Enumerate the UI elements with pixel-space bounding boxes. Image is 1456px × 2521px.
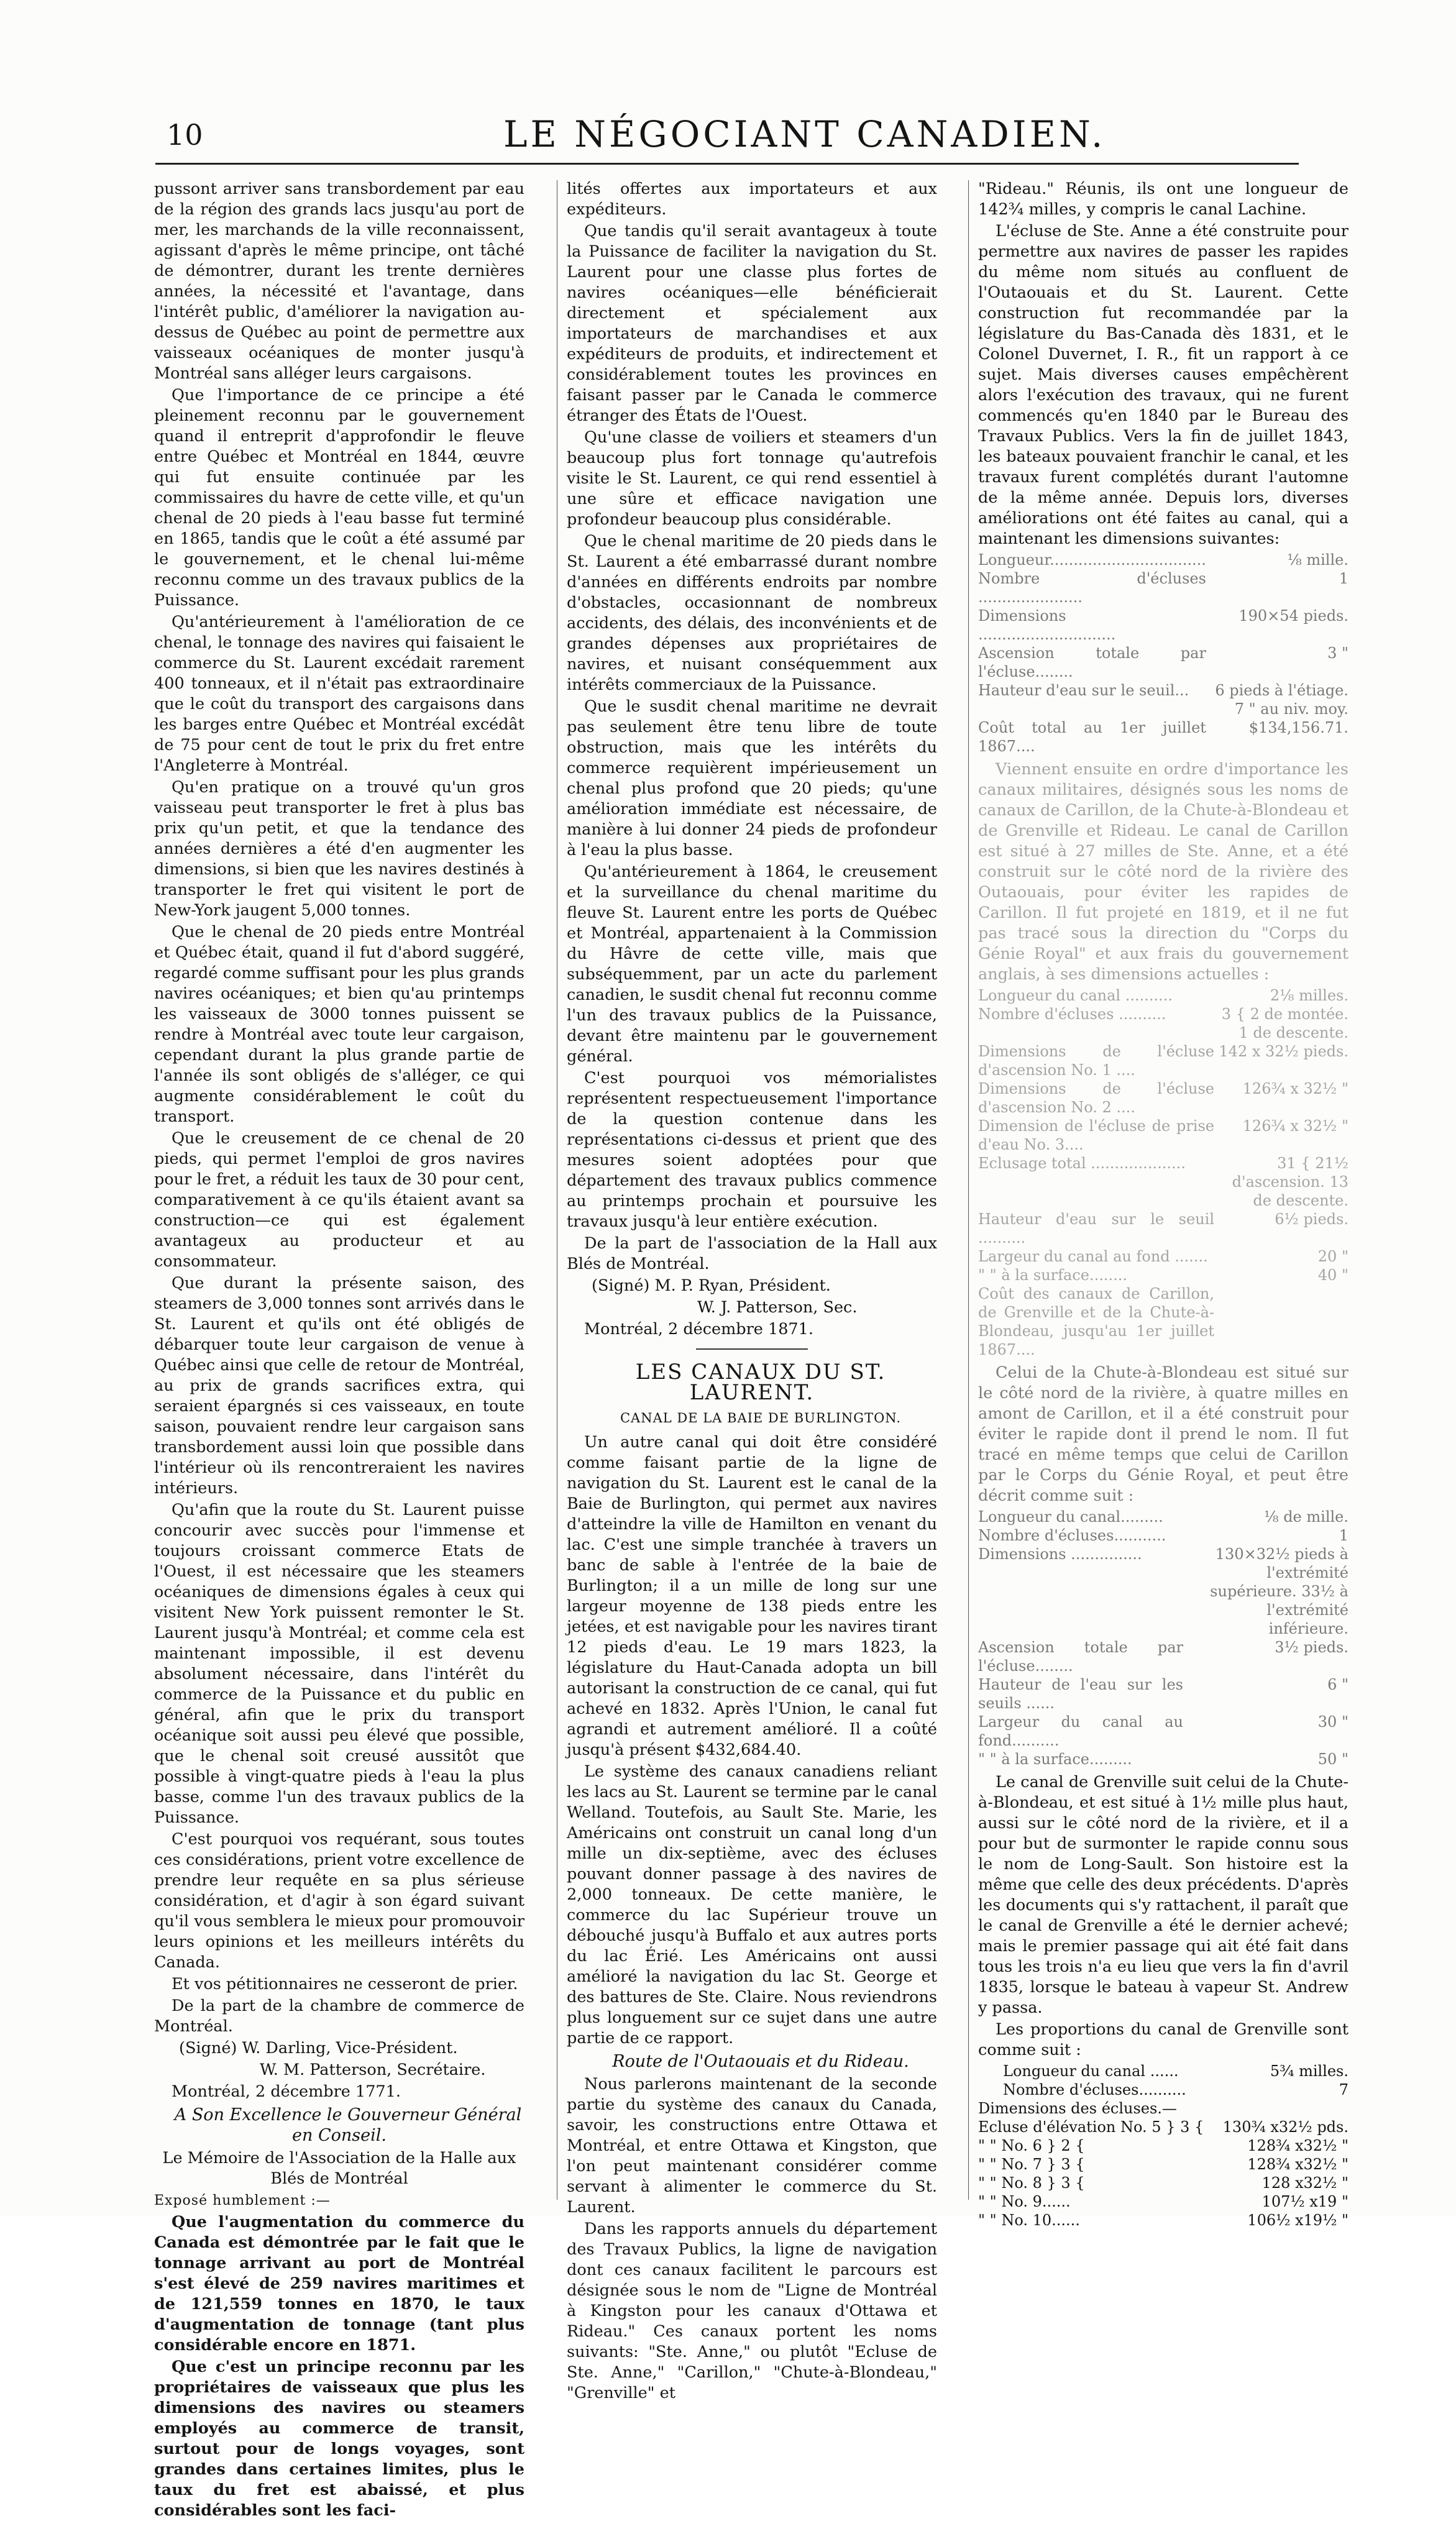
paragraph: Viennent ensuite en ordre d'importance les canaux militaires, désignés sous les noms de canaux de Carillon, de la Chute-à-Blondeau et de Grenville et Rideau. Le canal de Carillon est situé à 27 milles de Ste. Anne, et a été construit sur le côté nord de la rivière des Outaouais, pour éviter les rapides de Carillon. Il fut projeté en 1819, et il ne fut pas tracé sous la direction du "Corps du Génie Royal" et aux frais du gouvernement anglais, à ses dimensions actuelles : [978, 760, 1348, 984]
spec-label: " " No. 8 } 3 { [978, 2174, 1085, 2192]
table-row [978, 1042, 1348, 1079]
memorial-heading: Le Mémoire de l'Association de la Halle aux Blés de Montréal [162, 2149, 516, 2188]
section-divider [696, 1348, 808, 1350]
table-row [978, 1117, 1348, 1154]
spec-label: Dimension de l'écluse de prise d'eau No. 3.... [978, 1117, 1214, 1153]
paragraph: Que l'augmentation du commerce du Canada est démontrée par le fait que le tonnage arrivant au port de Montréal s'est élevé de 259 navires maritimes et de 121,559 tonnes en 1870, le taux d'augmentation de tonnage (tant plus considérable encore en 1871. [154, 2213, 524, 2354]
paragraph: Et vos pétitionnaires ne cesseront de prier. [172, 1975, 518, 1993]
column-1 [154, 179, 524, 2520]
spec-table-ste-anne [978, 551, 1348, 756]
table-row [978, 2062, 1348, 2080]
paragraph: Que le susdit chenal maritime ne devrait pas seulement être tenu libre de toute obstruction, mais que les intérêts du commerce requièrent impérieusement un chenal plus profond que 20 pieds; qu'une amélioration immédiate est nécessaire, de manière à lui donner 24 pieds de profondeur à l'eau la plus basse. [567, 697, 937, 859]
spec-value: 40 " [1317, 1266, 1348, 1284]
table-row [978, 1713, 1348, 1750]
spec-label: Ascension totale par l'écluse........ [978, 644, 1206, 680]
spec-value [1214, 1284, 1348, 1359]
spec-label: Ecluse d'élévation No. 5 } 3 { [978, 2118, 1204, 2136]
table-row [978, 2136, 1348, 2155]
spec-value: 50 " [1317, 1750, 1348, 1768]
spec-label: Coût des canaux de Carillon, de Grenville et de la Chute-à-Blondeau, jusqu'au 1er juillet 1867.... [978, 1285, 1214, 1358]
spec-value: 31 { 21½ d'ascension. 13 de descente. [1232, 1155, 1348, 1209]
route-heading: Route de l'Outaouais et du Rideau. [612, 2052, 909, 2071]
spec-label: Ascension totale par l'écluse........ [978, 1639, 1183, 1675]
spec-value: 3 " [1327, 644, 1348, 662]
masthead-rule [155, 163, 1299, 165]
address-heading: A Son Excellence le Gouverneur Général en Conseil. [174, 2105, 522, 2145]
expose-label: Exposé humblement :— [154, 2193, 331, 2208]
table-row [978, 1079, 1348, 1117]
signature-line: W. M. Patterson, Secrétaire. [260, 2061, 486, 2079]
table-row [978, 1210, 1348, 1247]
paragraph: Nous parlerons maintenant de la seconde partie du système des canaux du Canada, savoir, les constructions entre Ottawa et Montréal, et entre Ottawa et Kingston, que l'on peut maintenant considérer comme servant à alimenter le commerce du St. Laurent. [567, 2075, 937, 2217]
spec-label: Nombre d'écluses ...................... [978, 570, 1206, 606]
table-row [978, 644, 1348, 681]
table-row [978, 1675, 1348, 1713]
spec-value: 107½ x19 " [1261, 2193, 1348, 2210]
table-row [978, 1284, 1348, 1359]
spec-label: " " à la surface........ [978, 1266, 1127, 1284]
spec-value: 106½ x19½ " [1247, 2212, 1348, 2229]
spec-label: Largeur du canal au fond ....... [978, 1248, 1208, 1265]
spec-value: 6 " [1327, 1676, 1348, 1693]
paragraph: Celui de la Chute-à-Blondeau est situé sur le côté nord de la rivière, à quatre milles en amont de Carillon, et il a été construit pour éviter le rapide dont il prend le nom. Il fut tracé en même temps que celui de Carillon par le Corps du Génie Royal, et peut être décrit comme suit : [978, 1363, 1348, 1505]
spec-value: 142 x 32½ pieds. [1219, 1043, 1348, 1060]
spec-label: Nombre d'écluses........... [978, 1527, 1166, 1544]
signature-line: W. J. Patterson, Sec. [697, 1298, 858, 1317]
table-row [978, 1545, 1348, 1638]
table-row [978, 1247, 1348, 1266]
paragraph: Que le chenal maritime de 20 pieds dans le St. Laurent a été embarrassé durant nombre d'années en différents endroits par nombre d'obstacles, occasionnant de nombreux accidents, des délais, des inconvénients et de grandes dépenses aux propriétaires de navires, et nuisant conséquemment aux intérêts commerciaux de la Puissance. [567, 532, 937, 694]
signature-line: (Signé) W. Darling, Vice-Président. [179, 2039, 458, 2057]
spec-label: " " No. 6 } 2 { [978, 2137, 1085, 2154]
table-row [978, 1266, 1348, 1284]
paragraph: Qu'afin que la route du St. Laurent puisse concourir avec succès pour l'immense et toujours croissant commerce Etats de l'Ouest, il est nécessaire que les steamers océaniques de dimensions égales à ceux qui visitent New York puissent remonter le St. Laurent jusqu'à Montréal; et comme cela est maintenant impossible, il est devenu absolument nécessaire, dans l'intérêt du commerce de la Puissance et du public en général, afin que le prix du transport océanique soit aussi peu élevé que possible, que le chenal soit creusé aussitôt que possible à vingt-quatre pieds à l'eau la plus basse, comme l'un des travaux publics de la Puissance. [154, 1501, 524, 1827]
section-title: LES CANAUX DU ST. LAURENT. [635, 1360, 886, 1405]
table-row [978, 681, 1348, 718]
paragraph: Dans les rapports annuels du département des Travaux Publics, la ligne de navigation dont ces canaux facilitent le parcours est désignée sous le nom de "Ligne de Montréal à Kingston pour les canaux d'Ottawa et Rideau." Ces canaux portent les noms suivants: "Ste. Anne," ou plutôt "Ecluse de Ste. Anne," "Carillon," "Chute-à-Blondeau," "Grenville" et [567, 2220, 937, 2402]
table-row [978, 1526, 1348, 1545]
paragraph: Les proportions du canal de Grenville sont comme suit : [978, 2020, 1348, 2059]
paragraph: De la part de la chambre de commerce de Montréal. [154, 1997, 524, 2036]
paragraph: Le canal de Grenville suit celui de la Chute-à-Blondeau, et est situé à 1½ mille plus haut, aussi sur le côté nord de la rivière, et il a pour but de surmonter le rapide connu sous le nom de Long-Sault. Son histoire est la même que celle des deux précédents. D'après les documents qui s'y rattachent, il paraît que le canal de Grenville a été le dernier achevé; mais le premier passage qui ait été fait dans tous les trois n'a eu lieu que vers la fin d'avril 1835, lorsque le bateau à vapeur St. Andrew y passa. [978, 1773, 1348, 2017]
paragraph: pussont arriver sans transbordement par eau de la région des grands lacs jusqu'au port de mer, les marchands de la ville reconnaissent, agissant d'après le même principe, ont tâché de démontrer, durant les trente dernières années, la nécessité et l'avantage, dans l'intérêt public, d'améliorer la navigation au-dessus de Québec au point de permettre aux vaisseaux océaniques de monter jusqu'à Montréal sans alléger leurs cargaisons. [154, 180, 524, 383]
spec-value: 7 [1339, 2081, 1348, 2098]
spec-label: Hauteur de l'eau sur les seuils ...... [978, 1676, 1183, 1712]
paragraph: C'est pourquoi vos requérant, sous toutes ces considérations, prient votre excellence de prendre leur requête en sa plus sérieuse considération, et d'agir à son égard suivant qu'il vous semblera le mieux pour promouvoir leurs opinions et les meilleurs intérêts du Canada. [154, 1830, 524, 1972]
table-row [978, 2192, 1348, 2211]
spec-value: 126¾ x 32½ " [1242, 1080, 1348, 1097]
newspaper-title: LE NÉGOCIANT CANADIEN. [503, 113, 1106, 155]
spec-value: 6½ pieds. [1275, 1210, 1348, 1228]
spec-subheading: Dimensions des écluses.— [978, 2100, 1177, 2117]
spec-label: Hauteur d'eau sur le seuil... [978, 682, 1189, 699]
spec-table-grenville [978, 2062, 1348, 2230]
paragraph: "Rideau." Réunis, ils ont une longueur de 142¾ milles, y compris le canal Lachine. [978, 180, 1348, 219]
paragraph: Que le creusement de ce chenal de 20 pieds, qui permet l'emploi de gros navires pour le fret, a réduit les taux de 30 pour cent, comparativement à ce qu'ils étaient avant sa construction—ce qui est également avantageux au producteur et au consommateur. [154, 1129, 524, 1271]
table-row [978, 2080, 1348, 2099]
table-row [978, 718, 1348, 756]
spec-value: 20 " [1317, 1248, 1348, 1265]
spec-value: 128 x32½ " [1261, 2174, 1348, 2192]
spec-label: " " No. 10...... [978, 2212, 1080, 2229]
spec-label: Hauteur d'eau sur le seuil .......... [978, 1210, 1214, 1247]
paragraph: Que le chenal de 20 pieds entre Montréal et Québec était, quand il fut d'abord suggéré, regardé comme suffisant pour les plus grands navires océaniques; et bien qu'au printemps les vaisseaux de 3000 tonnes puissent se rendre à Montréal avec toute leur cargaison, cependant durant la plus grande partie de l'année ils sont obligés de s'alléger, ce qui augmente considérablement le coût du transport. [154, 923, 524, 1126]
dateline: Montréal, 2 décembre 1771. [172, 2082, 401, 2101]
spec-value: 6 pieds à l'étiage. 7 " au niv. moy. [1215, 682, 1348, 718]
column-3 [978, 179, 1348, 2229]
spec-value: ⅛ mille. [1287, 551, 1348, 569]
paragraph: De la part de l'association de la Hall aux Blés de Montréal. [567, 1234, 937, 1273]
spec-value: 1 [1339, 570, 1348, 587]
table-row [978, 1154, 1348, 1210]
table-row [978, 1638, 1348, 1675]
spec-value: 3½ pieds. [1275, 1639, 1348, 1656]
paragraph: Qu'antérieurement à l'amélioration de ce chenal, le tonnage des navires qui faisaient le commerce du St. Laurent excédait rarement 400 tonneaux, et il n'était pas extraordinaire que le coût du transport des cargaisons dans les barges entre Québec et Montréal excédât de 75 pour cent de tout le prix du fret entre l'Angleterre à Montréal. [154, 613, 524, 775]
masthead [155, 106, 1330, 162]
spec-label: Largeur du canal au fond.......... [978, 1713, 1183, 1749]
table-row [978, 2099, 1348, 2118]
table-row [978, 2211, 1348, 2230]
table-row [978, 1750, 1348, 1768]
signature-line: (Signé) M. P. Ryan, Président. [592, 1276, 831, 1295]
table-row [978, 2155, 1348, 2174]
table-row [978, 551, 1348, 569]
spec-label: Coût total au 1er juillet 1867.... [978, 719, 1206, 755]
column-divider [968, 180, 969, 2200]
spec-label: " " No. 9...... [978, 2193, 1071, 2210]
spec-value: 5¾ milles. [1270, 2062, 1348, 2080]
spec-value: ⅛ de mille. [1264, 1508, 1348, 1526]
spec-value: $134,156.71. [1248, 719, 1348, 736]
spec-value: 126¾ x 32½ " [1242, 1117, 1348, 1135]
spec-table-chute-a-blondeau [978, 1508, 1348, 1768]
subsection-title: CANAL DE LA BAIE DE BURLINGTON. [620, 1411, 902, 1425]
spec-value: 30 " [1317, 1713, 1348, 1731]
spec-value: 130¾ x32½ pds. [1222, 2118, 1348, 2136]
spec-value: 1 [1339, 1527, 1348, 1544]
table-row [978, 1005, 1348, 1042]
spec-label: Longueur................................. [978, 551, 1206, 569]
dateline: Montréal, 2 décembre 1871. [584, 1320, 813, 1338]
page-number: 10 [167, 118, 203, 152]
spec-label: Longueur du canal .......... [978, 987, 1173, 1004]
spec-label: Dimensions ............... [978, 1545, 1142, 1563]
spec-label: " " à la surface......... [978, 1750, 1132, 1768]
table-row [978, 569, 1348, 606]
paragraph: Un autre canal qui doit être considéré comme faisant partie de la ligne de navigation du St. Laurent est le canal de la Baie de Burlington, qui permet aux navires d'atteindre la ville de Hamilton en venant du lac. C'est une simple tranchée à travers un banc de sable à l'entrée de la baie de Burlington; il a un mille de long sur une largeur moyenne de 138 pieds entre les jetées, et est navigable pour les navires tirant 12 pieds d'eau. Le 19 mars 1823, la législature du Haut-Canada adopta un bill autorisant la construction de ce canal, qui fut achevé en 1832. Après l'Union, le canal fut agrandi et autrement amélioré. Il a coûté jusqu'à présent $432,684.40. [567, 1433, 937, 1759]
table-row [978, 606, 1348, 644]
paragraph: C'est pourquoi vos mémorialistes représentent respectueusement l'importance de la question contenue dans les représentations ci-dessus et prient que des mesures soient adoptées pour que département des travaux publics commence au printemps prochain et poursuive les travaux jusqu'à leur entière exécution. [567, 1069, 937, 1231]
spec-label: Nombre d'écluses .......... [978, 1005, 1166, 1023]
spec-label: Dimensions ............................. [978, 607, 1116, 643]
table-row [978, 2118, 1348, 2136]
paragraph: Que c'est un principe reconnu par les propriétaires de vaisseaux que plus les dimensions des navires ou steamers employés au commerce de transit, surtout pour de longs voyages, sont grandes dans certaines limites, plus le taux du fret est abaissé, et plus considérables sont les faci- [154, 2358, 524, 2520]
paragraph: lités offertes aux importateurs et aux expéditeurs. [567, 180, 937, 219]
paragraph: Qu'antérieurement à 1864, le creusement et la surveillance du chenal maritime du fleuve St. Laurent entre les ports de Québec et Montréal, appartenaient à la Commission du Hâvre de cette ville, mais que subséquemment, par un acte du parlement canadien, le susdit chenal fut reconnu comme l'un des travaux publics de la Puissance, devant être maintenu par le gouvernement général. [567, 862, 937, 1066]
column-2 [567, 179, 937, 2402]
paragraph: Qu'en pratique on a trouvé qu'un gros vaisseau peut transporter le fret à plus bas prix qu'un petit, et que la tendance des années dernières a été d'en augmenter les dimensions, si bien que les navires destinés à transporter le fret qui visitent le port de New-York jaugent 5,000 tonnes. [154, 778, 524, 920]
spec-label: Eclusage total .................... [978, 1155, 1186, 1172]
spec-label: Nombre d'écluses.......... [1003, 2081, 1186, 2098]
table-row [978, 986, 1348, 1005]
spec-value: 2⅛ milles. [1270, 987, 1348, 1004]
spec-value: 130×32½ pieds à l'extrémité supérieure. 33½ à l'extrémité inférieure. [1210, 1545, 1348, 1637]
spec-value: 190×54 pieds. [1239, 607, 1348, 625]
spec-value: 128¾ x32½ " [1247, 2156, 1348, 2173]
spec-label: Dimensions de l'écluse d'ascension No. 2 .... [978, 1080, 1214, 1116]
paragraph: Que tandis qu'il serait avantageux à toute la Puissance de faciliter la navigation du St. Laurent pour une classe plus fortes de navires océaniques—elle bénéficierait directement et spécialement aux importateurs de marchandises et aux expéditeurs de produits, et indirectement et considérablement toutes les provinces en faisant passer par le Canada le commerce étranger des États de l'Ouest. [567, 222, 937, 425]
spec-table-carillon [978, 986, 1348, 1359]
paragraph: Que durant la présente saison, des steamers de 3,000 tonnes sont arrivés dans le St. Laurent et qu'ils ont été obligés de débarquer toute leur cargaison de venue à Québec ainsi que celle de retour de Montréal, au prix de grands sacrifices extra, qui seraient épargnés si ces vaisseaux, en toute saison, pouvaient rendre leur cargaison sans transbordement aussi loin que possible dans l'intérieur où ils rencontreraient les navires intérieurs. [154, 1274, 524, 1498]
table-row [978, 1508, 1348, 1526]
spec-value: 128¾ x32½ " [1247, 2137, 1348, 2154]
paragraph: Le système des canaux canadiens reliant les lacs au St. Laurent se termine par le canal Welland. Toutefois, au Sault Ste. Marie, les Américains ont construit un canal long d'un mille un dix-septième, avec des écluses pouvant donner passage à des navires de 2,000 tonneaux. De cette manière, le commerce du lac Supérieur trouve un débouché jusqu'à Buffalo et aux autres ports du lac Érié. Les Américains ont aussi amélioré la navigation du lac St. George et des battures de Ste. Claire. Nous reviendrons plus longuement sur ce sujet dans une autre partie de ce rapport. [567, 1762, 937, 2047]
spec-label: Longueur du canal......... [978, 1508, 1163, 1526]
spec-label: Dimensions de l'écluse d'ascension No. 1 .... [978, 1043, 1214, 1079]
spec-label: " " No. 7 } 3 { [978, 2156, 1085, 2173]
paragraph: Qu'une classe de voiliers et steamers d'un beaucoup plus fort tonnage qu'autrefois visite le St. Laurent, ce qui rend essentiel à une sûre et efficace navigation une profondeur beaucoup plus considérable. [567, 428, 937, 529]
paragraph: Que l'importance de ce principe a été pleinement reconnu par le gouvernement quand il entreprit d'approfondir le fleuve entre Québec et Montréal en 1844, œuvre qui fut ensuite continuée par les commissaires du havre de cette ville, et qu'un chenal de 20 pieds à l'eau basse fut terminé en 1865, tandis que le coût a été assumé par le gouvernement, et le chenal lui-même reconnu comme un des travaux publics de la Puissance. [154, 386, 524, 610]
table-row [978, 2174, 1348, 2192]
paragraph: L'écluse de Ste. Anne a été construite pour permettre aux navires de passer les rapides du même nom situés au confluent de l'Outaouais et du St. Laurent. Cette construction fut recommandée par la législature du Bas-Canada dès 1831, et le Colonel Duvernet, I. R., fit un rapport à ce sujet. Mais diverses causes empêchèrent alors l'exécution des travaux, qui ne furent commencés qu'en 1840 par le Bureau des Travaux Publics. Vers la fin de juillet 1843, les bateaux pouvaient franchir le canal, et les travaux furent complétés durant l'automne de la même année. Depuis lors, diverses améliorations ont été faites au canal, qui a maintenant les dimensions suivantes: [978, 222, 1348, 548]
spec-value: 3 { 2 de montée. 1 de descente. [1221, 1005, 1348, 1041]
spec-label: Longueur du canal ...... [1003, 2062, 1179, 2080]
